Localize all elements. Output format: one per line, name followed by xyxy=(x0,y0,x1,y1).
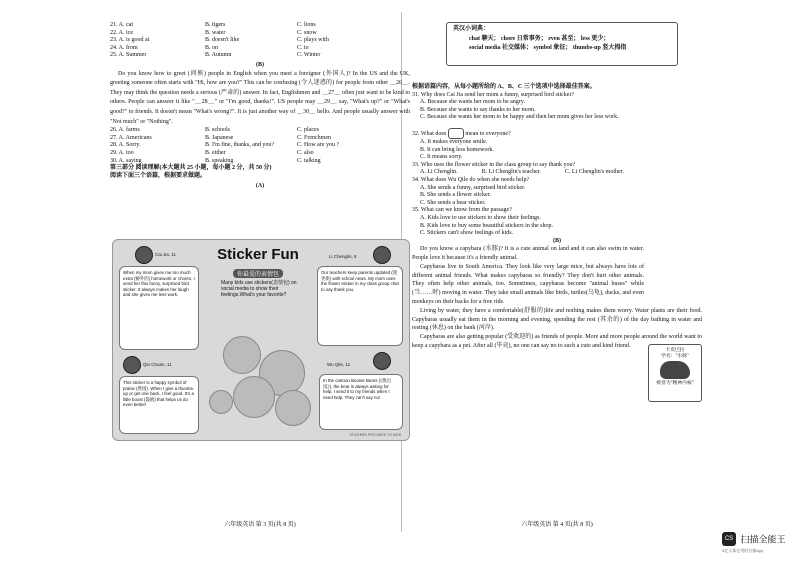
dictionary-title: 英汉小词典： xyxy=(453,26,490,32)
capybara-image-box xyxy=(648,344,702,402)
q32-text-start: 32. What does xyxy=(412,130,447,137)
answer-option: C. She sends a bear sticker. xyxy=(420,199,486,206)
choice-row xyxy=(110,142,410,150)
option-b: B. schools xyxy=(205,127,231,134)
choice-row xyxy=(110,37,410,45)
section-b-heading-2: (B) xyxy=(553,237,561,244)
option-a: 23. A. is good at xyxy=(110,37,150,44)
option-c: C. talking xyxy=(297,157,321,164)
option-a: 28. A. Sorry. xyxy=(110,142,141,149)
option-b: B. water xyxy=(205,29,226,36)
option-a: 24. A. from xyxy=(110,44,138,51)
choice-row xyxy=(110,150,410,158)
option-c: C. also xyxy=(297,149,314,156)
poster-subtitle: 你最爱的表情包 xyxy=(233,269,283,278)
camscanner-subtext: 3亿人都在用的扫描App xyxy=(722,548,764,553)
option-c: C. Frenchmen xyxy=(297,134,331,141)
option-a: 29. A. too xyxy=(110,149,134,156)
q31-options xyxy=(412,99,702,122)
q34-options xyxy=(412,185,702,208)
cai-jia-name: Cai Jia, 11 xyxy=(155,252,176,257)
wu-qile-avatar xyxy=(373,352,391,370)
choice-row xyxy=(110,30,410,38)
answer-option: C. Because she wants her mom to be happy and then her mom gives her less work. xyxy=(420,114,619,121)
camscanner-icon: CS xyxy=(722,532,736,546)
q32-options xyxy=(412,139,702,162)
capybara-label-1: 卡皮巴拉 xyxy=(665,348,685,353)
option-b: B. I'm fine, thanks, and you? xyxy=(205,142,275,149)
wu-qile-bubble: In the cartoon Boonie Bears (《熊出没》), the bear is always asking for help. I send it to my friends when I need help. They can't say no! xyxy=(319,374,403,430)
choice-row xyxy=(110,158,410,166)
answer-option: A. She sends a funny, surprised bird sticker. xyxy=(420,184,526,191)
page-4 xyxy=(412,22,702,528)
choice-row xyxy=(110,22,410,30)
capybara-para-2: Capybaras live in South America. They look like very large mice, but always have lots of different animal friends. What makes capybaras so friendly? They don't hurt other animals. They often help other animals, too. Sometimes, capybaras become "animal buses" while (当……时) moving in water. They take small animals like birds, turtles(乌龟), ducks, and even monkeys on their backs for a free ride. xyxy=(412,263,644,306)
emoji-sticker-icon xyxy=(233,376,275,418)
answer-option: B. Li Chenglin's teacher. xyxy=(481,169,541,176)
answer-option: A. Kids love to use stickers to show their feelings. xyxy=(420,214,541,221)
q32-text-end: mean to everyone? xyxy=(465,130,511,137)
option-a: 30. A. saying xyxy=(110,157,142,164)
qin-chuan-avatar xyxy=(123,356,141,374)
option-c: C. plays with xyxy=(297,37,329,44)
q33-options xyxy=(412,169,702,177)
qin-chuan-name: Qin Chuan, 11 xyxy=(143,362,172,367)
question-34: 34. What does Wu Qile do when she needs help? xyxy=(412,176,530,183)
answer-option: B. Because she wants to say thanks to her mom. xyxy=(420,106,536,113)
option-a: 25. A. Summer xyxy=(110,52,147,59)
page-3-footer: 六年级英语 第 3 页(共 8 页) xyxy=(224,522,296,528)
emoji-sticker-icon xyxy=(223,336,261,374)
capybara-para-4: Capybaras are also getting popular (受欢迎的) as friends of people. More and more people around the world want to keep a capybara as a pet. After all (毕竟), no one can say no to such a cute and kind friend. xyxy=(412,334,702,350)
li-chenglin-name: Li Chenglin, 8 xyxy=(329,254,357,259)
wu-qile-name: Wu Qile, 11 xyxy=(327,362,351,367)
emoji-sticker-icon xyxy=(275,390,311,426)
option-c: C. places xyxy=(297,127,319,134)
option-c: C. Winter xyxy=(297,52,321,59)
question-35: 35. What can we know from the passage? xyxy=(412,207,512,214)
option-c: C. snow xyxy=(297,29,317,36)
choices-21-25 xyxy=(110,22,410,60)
option-b: B. Japanese xyxy=(205,134,234,141)
part3-instruction: 阅读下面三个语篇，根据要求做题。 xyxy=(110,172,207,179)
answer-option: C. It means sorry. xyxy=(420,154,463,161)
li-chenglin-avatar xyxy=(373,246,391,264)
option-b: B. speaking xyxy=(205,157,234,164)
capybara-para-1: Do you know a capybara (水豚)? It is a cute animal on land and it can also swim in water. People love it because it's a friendly animal. xyxy=(412,246,644,262)
answer-option: C. Li Chenglin's mother. xyxy=(564,169,624,176)
reading-instruction: 根据语篇内容，从每小题所给的 A、B、C 三个选项中选择最佳答案。 xyxy=(412,84,596,90)
option-a: 21. A. cat xyxy=(110,22,133,28)
cai-jia-avatar xyxy=(135,246,153,264)
thumbs-up-sticker-icon xyxy=(448,128,464,139)
part3-title: 第三部分 阅读理解(本大题共 25 小题，每小题 2 分，共 50 分) xyxy=(110,165,272,172)
answer-option: C. Stickers can't show feelings of kids. xyxy=(420,230,514,237)
choice-row xyxy=(110,45,410,53)
question-31: 31. Why does Cai Jia send her mom a funny, surprised bird sticker? xyxy=(412,91,575,98)
choices-26-30 xyxy=(110,127,410,165)
answer-option: A. It makes everyone smile. xyxy=(420,138,488,145)
section-a-heading: (A) xyxy=(255,183,265,190)
dictionary-line-1: chat 聊天； chore 日常事务； even 甚至； less 更少； xyxy=(469,35,610,42)
camscanner-logo xyxy=(722,530,785,554)
section-b-heading: (B) xyxy=(256,61,264,68)
dictionary-box xyxy=(446,22,678,66)
answer-option: A. Because she wants her mom to be angry. xyxy=(420,99,525,106)
q35-options xyxy=(412,215,702,238)
question-32 xyxy=(412,128,702,139)
option-b: B. on xyxy=(205,44,219,51)
option-a: 22. A. ice xyxy=(110,29,133,36)
camscanner-text: 扫描全能王 xyxy=(740,534,786,545)
sticker-fun-poster xyxy=(112,239,410,441)
answer-option: A. Li Chenglin. xyxy=(420,169,458,176)
option-a: 27. A. Americans xyxy=(110,134,152,141)
poster-intro: Many kids use stickers(表情包) on social media to show their feelings.What's your favorite? xyxy=(221,280,297,299)
option-c: C. lions xyxy=(297,22,316,28)
page-4-footer: 六年级英语 第 4 页(共 8 页) xyxy=(521,522,593,528)
choice-row xyxy=(110,52,410,60)
dictionary-line-2: social media 社交媒体； symbol 象征； thumbs-up 竖大拇指 xyxy=(469,45,627,52)
li-chenglin-bubble: Our teachers keep parents updated (使更新) with school news. My mom uses the flower sticker in my class group chat to say thank you. xyxy=(317,266,403,346)
cai-jia-bubble: When my mom gives me too much extra (额外的) homework or chores, I send her this funny, surprised bird sticker. It always makes her laugh and she gives me less work. xyxy=(119,266,199,350)
question-33: 33. Who uses the flower sticker in the class group to say thank you? xyxy=(412,161,576,168)
option-b: B. tigers xyxy=(205,22,226,28)
capybara-label-3: 被誉为"精神内核" xyxy=(656,381,694,387)
option-b: B. either xyxy=(205,149,226,156)
answer-option: B. Kids love to buy some beautiful stickers in the shop. xyxy=(420,222,553,229)
passage-b: Do you know how to greet (问候) people in English when you meet a foreigner (外国人)? In the US and the UK, greeting someone often starts with "Hi, how are you?" This can be confusing (令人迷惑的) for people from other ＿26＿. They may think the question needs a serious (严肃的) answer. In fact, Englishmen and ＿27＿ often just want to be kind to others. People can answer it like "＿28＿" or "I'm good, thanks!". US people may ＿29＿ say, "What's up?" or "What's good?" to friends. It doesn't mean "What's wrong?". It is just another way of ＿30＿ hello. And people usually answer with "Not much" or "Nothing". xyxy=(110,70,410,125)
answer-option: B. It can bring less homework. xyxy=(420,146,494,153)
capybara-para-3: Living by water, they have a comfortable(舒服的)life and nothing makes them worry. Water plants are their food. Capybaras usually eat them in the morning and evening, spending the rest (其余的) of the day bathing in water and resting (休息) on the bank (河岸). xyxy=(412,307,702,332)
option-c: C. How are you ? xyxy=(297,142,340,149)
option-b: B. Autumn xyxy=(205,52,232,59)
capybara-icon xyxy=(660,361,690,379)
option-b: B. doesn't like xyxy=(205,37,240,44)
answer-option: B. She sends a flower sticker. xyxy=(420,192,491,199)
emoji-sticker-icon xyxy=(209,390,233,414)
page-3 xyxy=(110,22,410,528)
poster-credit: STICKERS PROVIDED TO KIDS xyxy=(349,433,401,437)
choice-row xyxy=(110,127,410,135)
option-c: C. to xyxy=(297,44,309,51)
qin-chuan-bubble: This sticker is a happy symbol of praise (赞扬). When I give a thumbs-up or get one back, I feel good. It's a little boost (鼓励) that helps us do even better! xyxy=(119,376,199,434)
poster-title: Sticker Fun xyxy=(217,246,299,263)
capybara-label-2: 学名："水豚" xyxy=(661,353,689,359)
option-a: 26. A. farms xyxy=(110,127,140,134)
